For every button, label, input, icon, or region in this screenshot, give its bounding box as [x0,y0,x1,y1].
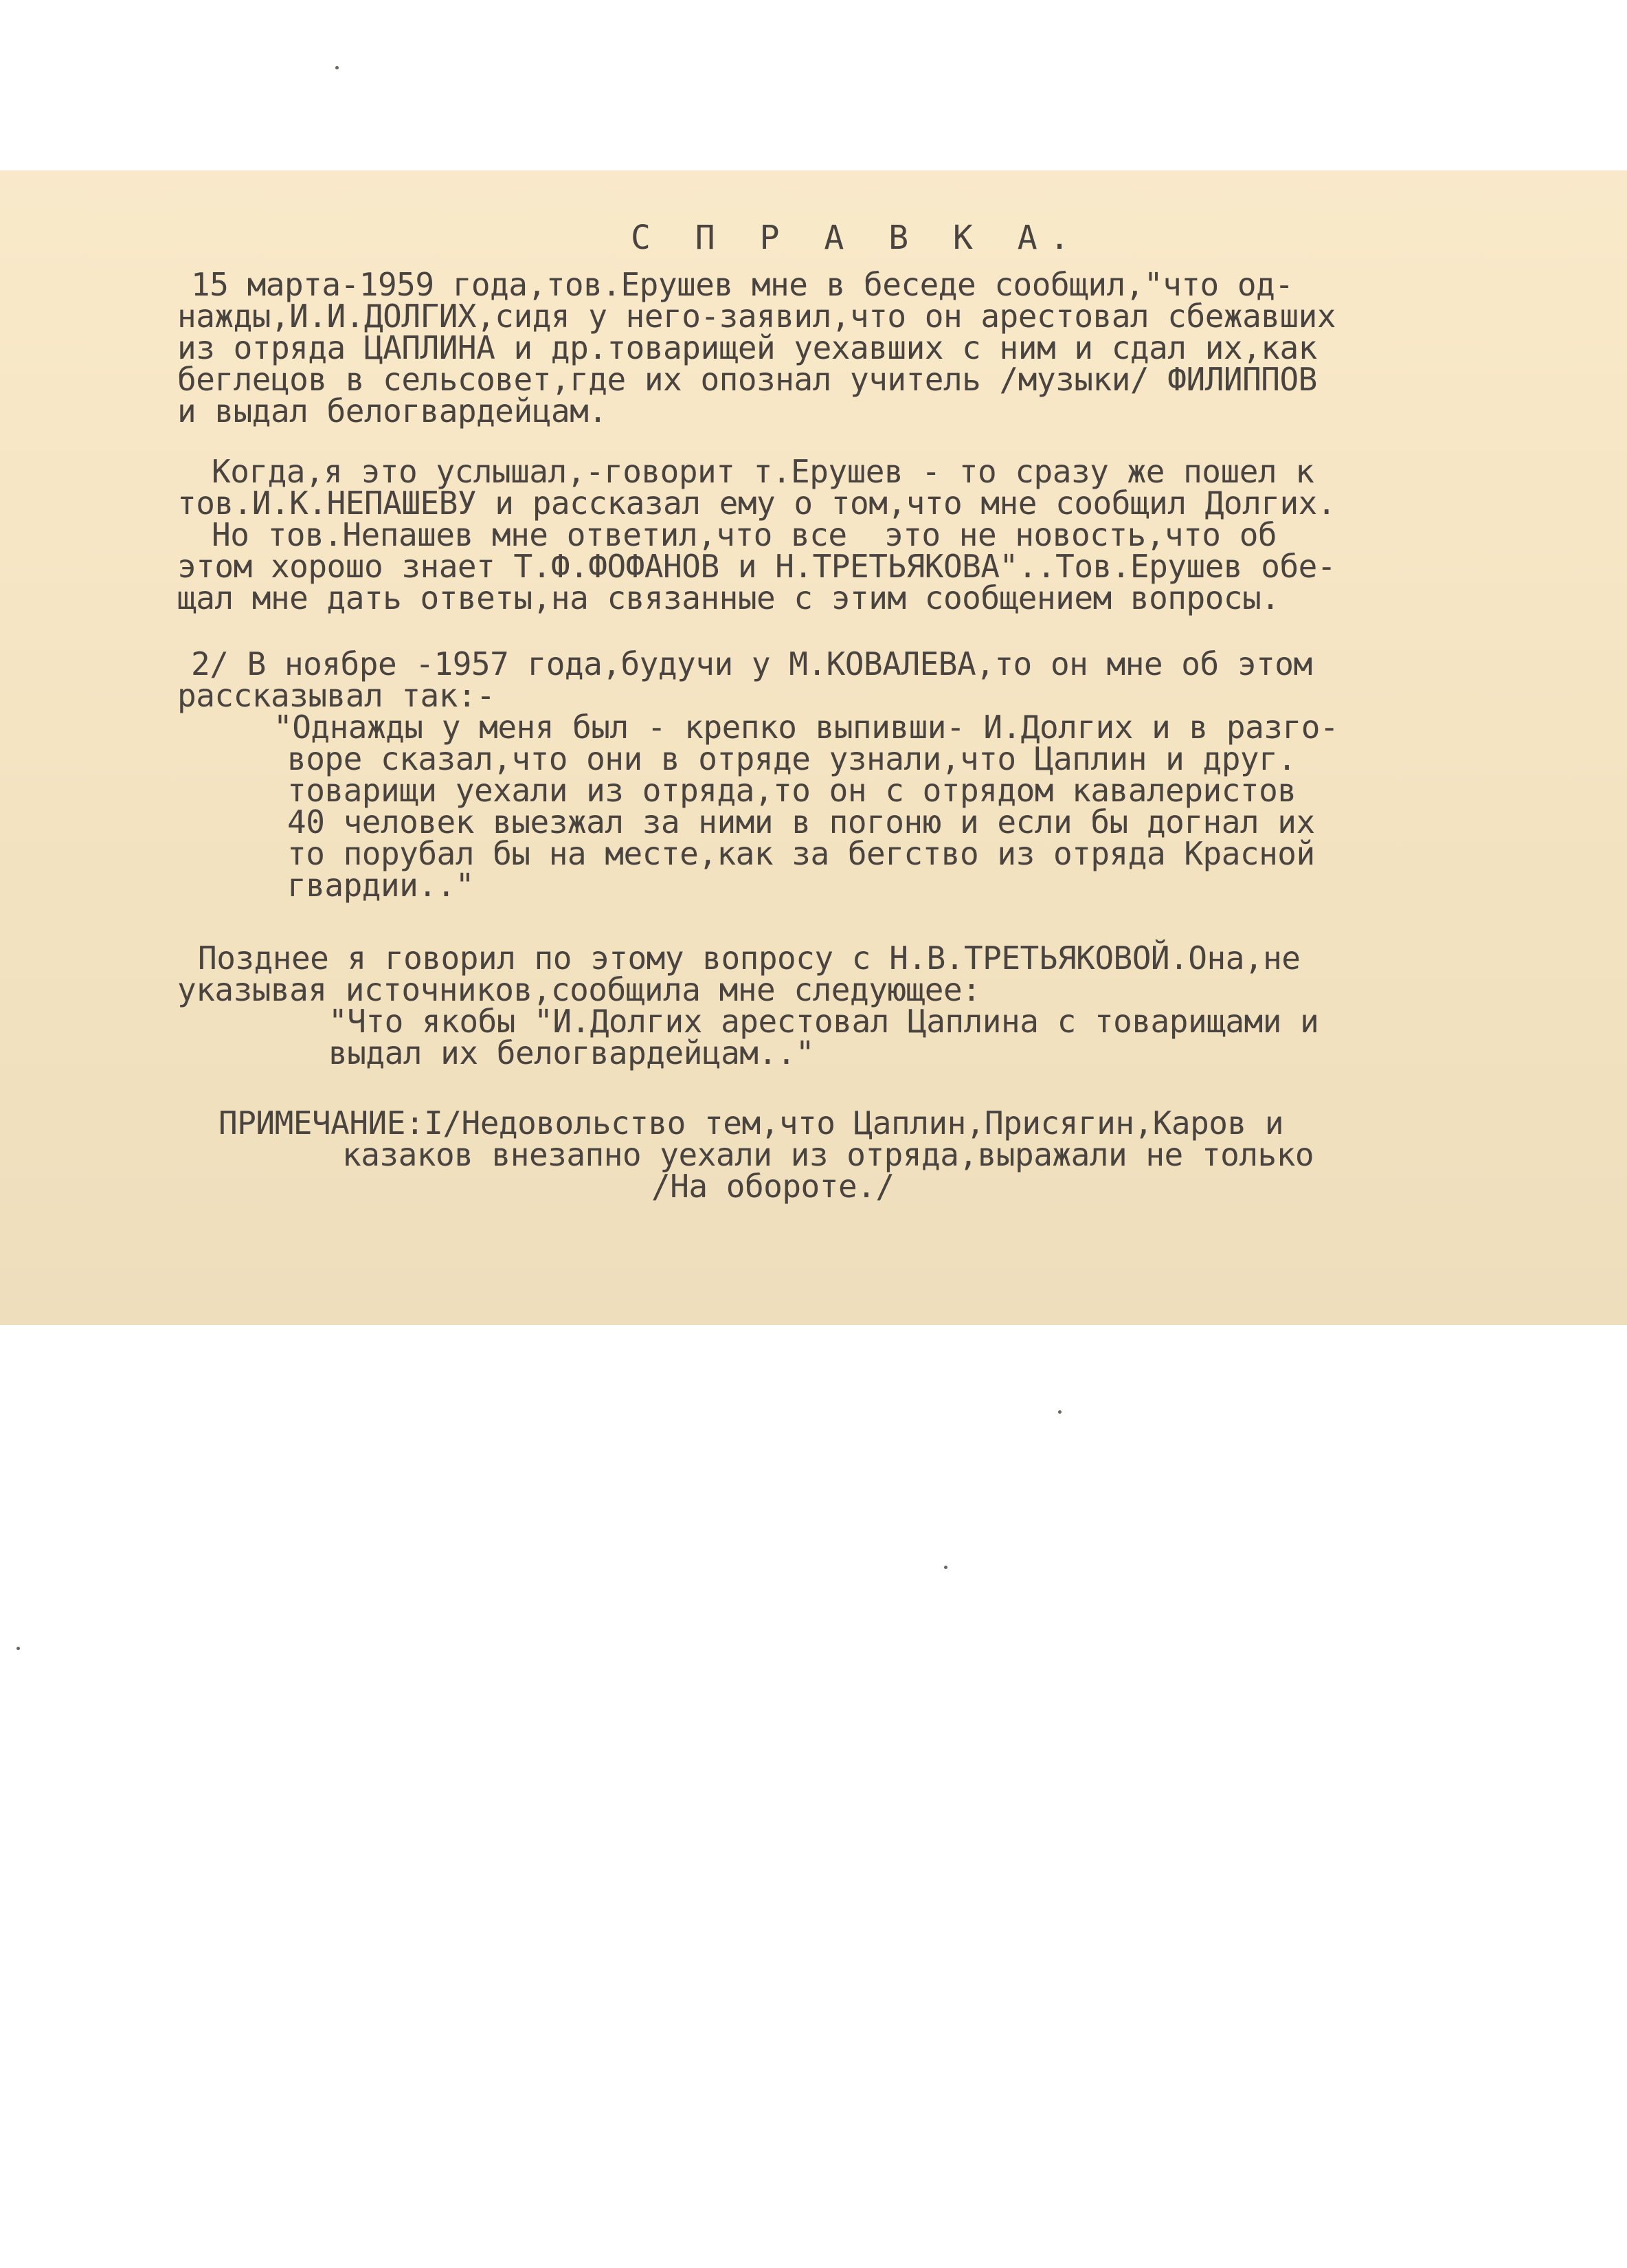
document-line: указывая источников,сообщила мне следующее: [177,971,981,1008]
document-line: 40 человек выезжал за ними в погоню и если бы догнал их [287,803,1315,841]
document-line: щал мне дать ответы,на связанные с этим сообщением вопросы. [177,579,1280,616]
document-line: ПРИМЕЧАНИЕ:I/Недовольство тем,что Цаплин,Присягин,Каров и [218,1104,1284,1142]
document-line: казаков внезапно уехали из отряда,выражали не только [342,1136,1314,1173]
document-line: и выдал белогвардейцам. [177,392,607,430]
document-line: /На обороте./ [651,1168,895,1205]
document-line: из отряда ЦАПЛИНА и др.товарищей уехавших с ним и сдал их,как [177,329,1317,366]
document-line: 15 марта-1959 года,тов.Ерушев мне в беседе сообщил,"что од- [191,266,1294,303]
document-line: тов.И.К.НЕПАШЕВУ и рассказал ему о том,что мне сообщил Долгих. [177,485,1336,522]
document-line: Но тов.Непашев мне ответил,что все это не новость,что об [212,516,1277,553]
document-line: Когда,я это услышал,-говорит т.Ерушев - то сразу же пошел к [212,453,1314,490]
document-line: этом хорошо знает Т.Ф.ФОФАНОВ и Н.ТРЕТЬЯКОВА"..Тов.Ерушев обе- [177,548,1336,585]
scan-speck [944,1566,947,1569]
document-line: нажды,И.И.ДОЛГИХ,сидя у него-заявил,что он арестовал сбежавших [177,298,1336,335]
document-line: "Однажды у меня был - крепко выпивши- И.Долгих и в разго- [273,709,1339,746]
scan-speck [1058,1410,1062,1414]
document-line: 2/ В ноябре -1957 года,будучи у М.КОВАЛЕВА,то он мне об этом [191,645,1312,682]
scan-speck [335,66,339,69]
document-line: рассказывал так:- [177,677,495,714]
document-line: воре сказал,что они в отряде узнали,что Цаплин и друг. [287,740,1297,777]
document-line: то порубал бы на месте,как за бегство из отряда Красной [287,835,1315,872]
document-line: гвардии.." [287,867,474,904]
document-title: С П Р А В К А. [631,219,1082,257]
typed-document-sheet [0,170,1627,1325]
scan-speck [16,1647,20,1650]
document-line: товарищи уехали из отряда,то он с отрядом кавалеристов [287,772,1297,809]
document-line: Позднее я говорил по этому вопросу с Н.В.ТРЕТЬЯКОВОЙ.Она,не [198,940,1301,977]
document-line: беглецов в сельсовет,где их опознал учитель /музыки/ ФИЛИППОВ [177,361,1317,398]
document-line: "Что якобы "И.Долгих арестовал Цаплина с товарищами и [328,1003,1319,1040]
document-line: выдал их белогвардейцам.." [328,1034,815,1071]
